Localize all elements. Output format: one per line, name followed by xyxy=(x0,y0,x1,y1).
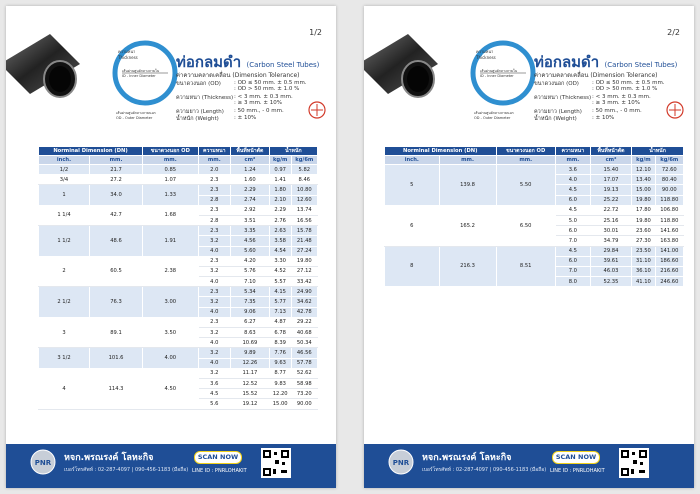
cell-thickness: 6.0 xyxy=(555,195,590,205)
cell-weight-kg6m: 80.40 xyxy=(655,175,683,185)
cell-od-inch: 3.50 xyxy=(143,317,198,348)
cell-area: 1.60 xyxy=(231,175,270,185)
cell-od-inch: 1.91 xyxy=(143,226,198,257)
cell-area: 2.92 xyxy=(231,205,270,215)
cell-weight-kgm: 15.00 xyxy=(632,185,655,195)
cell-area: 7.35 xyxy=(231,297,270,307)
page-number: 1/2 xyxy=(309,28,322,37)
qr-code[interactable] xyxy=(261,448,291,478)
cell-weight-kg6m: 21.48 xyxy=(291,236,317,246)
cell-od-inch: 4.00 xyxy=(143,348,198,368)
cell-area: 4.20 xyxy=(231,256,270,266)
cell-area: 11.17 xyxy=(231,368,270,378)
cell-area: 46.03 xyxy=(590,266,631,276)
cell-weight-kg6m: 27.24 xyxy=(291,246,317,256)
cell-area: 8.63 xyxy=(231,328,270,338)
pipe-photo xyxy=(364,34,438,114)
cell-weight-kgm: 1.80 xyxy=(269,185,291,195)
cell-inch: 2 1/2 xyxy=(39,287,90,318)
cell-weight-kg6m: 24.90 xyxy=(291,287,317,297)
cell-inch: 4 xyxy=(39,368,90,409)
inner-diameter-label: เส้นผ่านศูนย์กลางภายใน ID - Inner Diameter xyxy=(480,69,518,78)
scan-now-badge: SCAN NOW xyxy=(552,451,600,464)
cell-od-mm: 89.1 xyxy=(89,317,142,348)
cell-weight-kg6m: 5.82 xyxy=(291,165,317,175)
cell-weight-kg6m: 16.56 xyxy=(291,215,317,225)
cell-weight-kg6m: 27.12 xyxy=(291,266,317,276)
cell-thickness: 6.0 xyxy=(555,226,590,236)
cell-area: 19.13 xyxy=(590,185,631,195)
cell-weight-kgm: 31.10 xyxy=(632,256,655,266)
cell-area: 6.27 xyxy=(231,317,270,327)
outer-diameter-label: เส้นผ่านศูนย์กลางภายนอก OD - Outer Diameter xyxy=(474,111,514,120)
cell-thickness: 2.3 xyxy=(198,205,231,215)
spec-od: ขนาดวงนอก (OD) : OD ≤ 50 mm. ± 0.5 mm. : OD > 50 mm. ± 1.0 % xyxy=(534,80,665,92)
cell-weight-kgm: 23.60 xyxy=(632,226,655,236)
svg-text:PNR: PNR xyxy=(392,459,410,467)
cell-thickness: 4.0 xyxy=(198,358,231,368)
unit-kg6m: kg/6m xyxy=(655,156,683,165)
col-weight: น้ำหนัก xyxy=(632,147,684,156)
cell-area: 4.56 xyxy=(231,236,270,246)
cell-weight-kgm: 2.29 xyxy=(269,205,291,215)
cell-area: 12.52 xyxy=(231,378,270,388)
cell-weight-kgm: 5.77 xyxy=(269,297,291,307)
cell-thickness: 2.3 xyxy=(198,317,231,327)
cell-area: 52.35 xyxy=(590,277,631,287)
col-area: พื้นที่หน้าตัด xyxy=(590,147,631,156)
cell-weight-kgm: 2.10 xyxy=(269,195,291,205)
cell-od-mm: 216.3 xyxy=(439,246,496,287)
cell-weight-kgm: 15.00 xyxy=(269,399,291,409)
cell-area: 5.60 xyxy=(231,246,270,256)
cell-weight-kg6m: 52.62 xyxy=(291,368,317,378)
cell-weight-kgm: 9.63 xyxy=(269,358,291,368)
table-row xyxy=(39,256,318,266)
cell-thickness: 3.2 xyxy=(198,236,231,246)
cell-weight-kg6m: 50.34 xyxy=(291,338,317,348)
cell-area: 17.07 xyxy=(590,175,631,185)
cell-od-inch: 1.33 xyxy=(143,185,198,205)
cell-weight-kgm: 6.78 xyxy=(269,328,291,338)
cell-area: 15.52 xyxy=(231,389,270,399)
cell-weight-kgm: 36.10 xyxy=(632,266,655,276)
cell-thickness: 3.6 xyxy=(555,165,590,175)
cell-weight-kgm: 19.80 xyxy=(632,215,655,225)
cell-thickness: 7.0 xyxy=(555,236,590,246)
cell-weight-kgm: 3.30 xyxy=(269,256,291,266)
col-nominal: Norminal Dimension (DN) xyxy=(39,147,143,156)
cell-thickness: 2.3 xyxy=(198,175,231,185)
cell-weight-kgm: 7.13 xyxy=(269,307,291,317)
cell-area: 5.34 xyxy=(231,287,270,297)
cell-inch: 8 xyxy=(385,246,440,287)
cell-area: 2.74 xyxy=(231,195,270,205)
dimension-table-1 xyxy=(38,146,318,410)
cell-thickness: 2.3 xyxy=(198,256,231,266)
cell-area: 1.24 xyxy=(231,165,270,175)
unit-cm2: cm² xyxy=(231,156,270,165)
cell-thickness: 3.2 xyxy=(198,368,231,378)
cell-od-inch: 6.50 xyxy=(496,205,555,246)
cell-od-mm: 48.6 xyxy=(89,226,142,257)
cell-od-inch: 0.85 xyxy=(143,165,198,175)
table-row xyxy=(39,368,318,378)
outer-diameter-label: เส้นผ่านศูนย์กลางภายนอก OD - Outer Diameter xyxy=(116,111,156,120)
unit-mm: mm. xyxy=(496,156,555,165)
cell-thickness: 4.5 xyxy=(555,246,590,256)
cell-thickness: 5.0 xyxy=(555,215,590,225)
cell-od-mm: 42.7 xyxy=(89,205,142,225)
unit-kg6m: kg/6m xyxy=(291,156,317,165)
cell-weight-kgm: 12.10 xyxy=(632,165,655,175)
unit-kgm: kg/m xyxy=(269,156,291,165)
table-row xyxy=(385,205,684,215)
cell-inch: 1 1/2 xyxy=(39,226,90,257)
cell-weight-kg6m: 15.78 xyxy=(291,226,317,236)
inner-diameter-label: เส้นผ่านศูนย์กลางภายใน ID - Inner Diameter xyxy=(122,69,160,78)
spec-od: ขนาดวงนอก (OD) : OD ≤ 50 mm. ± 0.5 mm. : OD > 50 mm. ± 1.0 % xyxy=(176,80,307,92)
cell-thickness: 2.8 xyxy=(198,195,231,205)
cell-weight-kgm: 3.58 xyxy=(269,236,291,246)
cell-od-mm: 76.3 xyxy=(89,287,142,318)
scan-now-badge: SCAN NOW xyxy=(194,451,242,464)
cell-thickness: 5.6 xyxy=(198,399,231,409)
contact-phone: เบอร์โทรศัพท์ : 02-287-4097 | 090-456-1183 (มือถือ) xyxy=(422,467,547,473)
cell-weight-kgm: 9.83 xyxy=(269,378,291,388)
unit-inch: inch. xyxy=(39,156,90,165)
cell-od-inch: 5.50 xyxy=(496,165,555,206)
line-id: LINE ID : PNRLOHAKIT xyxy=(192,468,247,474)
cell-thickness: 4.0 xyxy=(198,338,231,348)
col-od: ขนาดวงนอก OD xyxy=(143,147,198,156)
cell-weight-kgm: 17.80 xyxy=(632,205,655,215)
page-number: 2/2 xyxy=(667,28,680,37)
cell-od-mm: 60.5 xyxy=(89,256,142,287)
cell-weight-kg6m: 186.60 xyxy=(655,256,683,266)
product-header xyxy=(6,40,336,140)
svg-text:PNR: PNR xyxy=(34,459,52,467)
cell-inch: 3/4 xyxy=(39,175,90,185)
cell-weight-kg6m: 73.20 xyxy=(291,389,317,399)
cell-inch: 1 1/4 xyxy=(39,205,90,225)
tolerance-heading: ค่าความคลาดเคลื่อน (Dimension Tolerance) xyxy=(176,72,300,79)
table-row xyxy=(39,165,318,175)
cell-weight-kg6m: 29.22 xyxy=(291,317,317,327)
footer xyxy=(6,444,336,488)
cell-weight-kg6m: 163.80 xyxy=(655,236,683,246)
cell-area: 25.22 xyxy=(590,195,631,205)
cell-area: 22.72 xyxy=(590,205,631,215)
cell-thickness: 4.0 xyxy=(198,307,231,317)
unit-inch: inch. xyxy=(385,156,440,165)
col-od: ขนาดวงนอก OD xyxy=(496,147,555,156)
cell-weight-kgm: 8.39 xyxy=(269,338,291,348)
col-thickness: ความหนา xyxy=(555,147,590,156)
cell-area: 9.06 xyxy=(231,307,270,317)
cell-area: 9.89 xyxy=(231,348,270,358)
table-row xyxy=(39,226,318,236)
cell-weight-kg6m: 33.42 xyxy=(291,277,317,287)
table-row xyxy=(39,317,318,327)
cell-inch: 3 xyxy=(39,317,90,348)
cell-inch: 6 xyxy=(385,205,440,246)
cell-weight-kg6m: 118.80 xyxy=(655,195,683,205)
company-name: หจก.พรณรงค์ โลหะกิจ xyxy=(422,453,512,463)
cell-od-mm: 27.2 xyxy=(89,175,142,185)
cell-area: 19.12 xyxy=(231,399,270,409)
col-nominal: Norminal Dimension (DN) xyxy=(385,147,497,156)
thickness-diagram-label: ความหนา Thickness xyxy=(476,49,496,60)
tis-certification-icon xyxy=(666,101,684,119)
tis-certification-icon xyxy=(308,101,326,119)
cell-area: 3.35 xyxy=(231,226,270,236)
table-row xyxy=(39,348,318,358)
cell-weight-kg6m: 12.60 xyxy=(291,195,317,205)
cell-weight-kgm: 8.77 xyxy=(269,368,291,378)
cell-thickness: 4.0 xyxy=(198,277,231,287)
cell-weight-kg6m: 106.80 xyxy=(655,205,683,215)
cell-area: 12.26 xyxy=(231,358,270,368)
cell-thickness: 4.0 xyxy=(555,175,590,185)
product-title: ท่อกลมดำ (Carbon Steel Tubes) xyxy=(176,53,320,71)
spec-length: ความยาว (Length) : 50 mm., - 0 mm. xyxy=(534,108,642,115)
unit-kgm: kg/m xyxy=(632,156,655,165)
cell-thickness: 2.0 xyxy=(198,165,231,175)
cell-od-inch: 1.68 xyxy=(143,205,198,225)
thickness-diagram-label: ความหนา Thickness xyxy=(118,49,138,60)
col-thickness: ความหนา xyxy=(198,147,231,156)
cell-weight-kg6m: 10.80 xyxy=(291,185,317,195)
cell-weight-kgm: 5.57 xyxy=(269,277,291,287)
cell-weight-kg6m: 58.98 xyxy=(291,378,317,388)
spec-thickness: ความหนา (Thickness): < 3 mm. ± 0.3 mm. : ≥ 3 mm. ± 10% xyxy=(534,94,651,106)
product-header xyxy=(364,40,694,140)
unit-cm2: cm² xyxy=(590,156,631,165)
cell-od-inch: 8.51 xyxy=(496,246,555,287)
unit-mm: mm. xyxy=(555,156,590,165)
cell-area: 29.84 xyxy=(590,246,631,256)
cell-weight-kg6m: 90.00 xyxy=(291,399,317,409)
unit-mm: mm. xyxy=(439,156,496,165)
line-id: LINE ID : PNRLOHAKIT xyxy=(550,468,605,474)
cell-thickness: 2.3 xyxy=(198,226,231,236)
cell-weight-kgm: 0.97 xyxy=(269,165,291,175)
table-row xyxy=(385,246,684,256)
table-row xyxy=(385,165,684,175)
contact-phone: เบอร์โทรศัพท์ : 02-287-4097 | 090-456-1183 (มือถือ) xyxy=(64,467,189,473)
spec-weight: น้ำหนัก (Weight) : ± 10% xyxy=(534,115,615,122)
cell-area: 3.51 xyxy=(231,215,270,225)
cell-thickness: 6.0 xyxy=(555,256,590,266)
unit-mm: mm. xyxy=(89,156,142,165)
cell-weight-kg6m: 141.60 xyxy=(655,226,683,236)
cell-weight-kg6m: 57.78 xyxy=(291,358,317,368)
col-weight: น้ำหนัก xyxy=(269,147,317,156)
cell-thickness: 2.3 xyxy=(198,185,231,195)
cell-weight-kg6m: 42.78 xyxy=(291,307,317,317)
cell-weight-kg6m: 141.00 xyxy=(655,246,683,256)
cell-od-inch: 3.00 xyxy=(143,287,198,318)
cell-thickness: 2.8 xyxy=(198,215,231,225)
cell-weight-kg6m: 46.56 xyxy=(291,348,317,358)
cell-thickness: 3.2 xyxy=(198,297,231,307)
cell-od-inch: 4.50 xyxy=(143,368,198,409)
tolerance-heading: ค่าความคลาดเคลื่อน (Dimension Tolerance) xyxy=(534,72,658,79)
cell-thickness: 7.0 xyxy=(555,266,590,276)
cell-thickness: 3.2 xyxy=(198,328,231,338)
table-row xyxy=(39,205,318,215)
cell-weight-kg6m: 90.00 xyxy=(655,185,683,195)
pipe-photo xyxy=(6,34,80,114)
cell-od-inch: 2.38 xyxy=(143,256,198,287)
cell-thickness: 4.5 xyxy=(555,185,590,195)
cell-weight-kgm: 4.54 xyxy=(269,246,291,256)
qr-code[interactable] xyxy=(619,448,649,478)
cell-thickness: 2.3 xyxy=(198,287,231,297)
cell-weight-kgm: 4.87 xyxy=(269,317,291,327)
catalog-page-1 xyxy=(6,6,336,488)
cell-area: 5.76 xyxy=(231,266,270,276)
cell-weight-kgm: 2.63 xyxy=(269,226,291,236)
cell-od-mm: 21.7 xyxy=(89,165,142,175)
cell-weight-kgm: 4.15 xyxy=(269,287,291,297)
cell-weight-kgm: 19.80 xyxy=(632,195,655,205)
cell-inch: 3 1/2 xyxy=(39,348,90,368)
cell-area: 2.29 xyxy=(231,185,270,195)
cell-thickness: 4.0 xyxy=(198,246,231,256)
cell-inch: 2 xyxy=(39,256,90,287)
cell-weight-kg6m: 8.46 xyxy=(291,175,317,185)
company-logo xyxy=(388,449,414,475)
footer xyxy=(364,444,694,488)
cell-area: 10.69 xyxy=(231,338,270,348)
cell-inch: 5 xyxy=(385,165,440,206)
table-row xyxy=(39,175,318,185)
cell-area: 34.79 xyxy=(590,236,631,246)
table-row xyxy=(39,287,318,297)
cell-thickness: 8.0 xyxy=(555,277,590,287)
cell-thickness: 3.2 xyxy=(198,266,231,276)
cell-weight-kg6m: 13.74 xyxy=(291,205,317,215)
cell-od-mm: 101.6 xyxy=(89,348,142,368)
cell-weight-kg6m: 19.80 xyxy=(291,256,317,266)
cell-od-inch: 1.07 xyxy=(143,175,198,185)
cell-weight-kgm: 12.20 xyxy=(269,389,291,399)
cell-weight-kg6m: 34.62 xyxy=(291,297,317,307)
cell-od-mm: 139.8 xyxy=(439,165,496,206)
company-name: หจก.พรณรงค์ โลหะกิจ xyxy=(64,453,154,463)
cell-area: 30.01 xyxy=(590,226,631,236)
cell-weight-kgm: 27.30 xyxy=(632,236,655,246)
cell-thickness: 4.5 xyxy=(198,389,231,399)
col-area: พื้นที่หน้าตัด xyxy=(231,147,270,156)
cell-area: 7.10 xyxy=(231,277,270,287)
cell-weight-kgm: 13.40 xyxy=(632,175,655,185)
cell-weight-kg6m: 216.60 xyxy=(655,266,683,276)
cell-weight-kg6m: 40.68 xyxy=(291,328,317,338)
spec-weight: น้ำหนัก (Weight) : ± 10% xyxy=(176,115,257,122)
spec-thickness: ความหนา (Thickness): < 3 mm. ± 0.3 mm. : ≥ 3 mm. ± 10% xyxy=(176,94,293,106)
cell-area: 39.61 xyxy=(590,256,631,266)
dimension-table-2 xyxy=(384,146,684,287)
catalog-page-2 xyxy=(364,6,694,488)
cell-od-mm: 114.3 xyxy=(89,368,142,409)
cell-area: 15.40 xyxy=(590,165,631,175)
cell-inch: 1/2 xyxy=(39,165,90,175)
company-logo xyxy=(30,449,56,475)
unit-mm: mm. xyxy=(198,156,231,165)
cell-weight-kg6m: 118.80 xyxy=(655,215,683,225)
cell-weight-kgm: 2.76 xyxy=(269,215,291,225)
cell-weight-kg6m: 72.60 xyxy=(655,165,683,175)
cell-inch: 1 xyxy=(39,185,90,205)
cell-thickness: 3.2 xyxy=(198,348,231,358)
unit-mm: mm. xyxy=(143,156,198,165)
cell-weight-kgm: 7.76 xyxy=(269,348,291,358)
cell-thickness: 3.6 xyxy=(198,378,231,388)
cell-weight-kgm: 1.41 xyxy=(269,175,291,185)
spec-length: ความยาว (Length) : 50 mm., - 0 mm. xyxy=(176,108,284,115)
cell-weight-kgm: 23.50 xyxy=(632,246,655,256)
cell-od-mm: 165.2 xyxy=(439,205,496,246)
cell-thickness: 4.5 xyxy=(555,205,590,215)
cell-weight-kgm: 4.52 xyxy=(269,266,291,276)
cell-area: 25.16 xyxy=(590,215,631,225)
cell-weight-kgm: 41.10 xyxy=(632,277,655,287)
product-title: ท่อกลมดำ (Carbon Steel Tubes) xyxy=(534,53,678,71)
cell-weight-kg6m: 246.60 xyxy=(655,277,683,287)
cell-od-mm: 34.0 xyxy=(89,185,142,205)
table-row xyxy=(39,185,318,195)
